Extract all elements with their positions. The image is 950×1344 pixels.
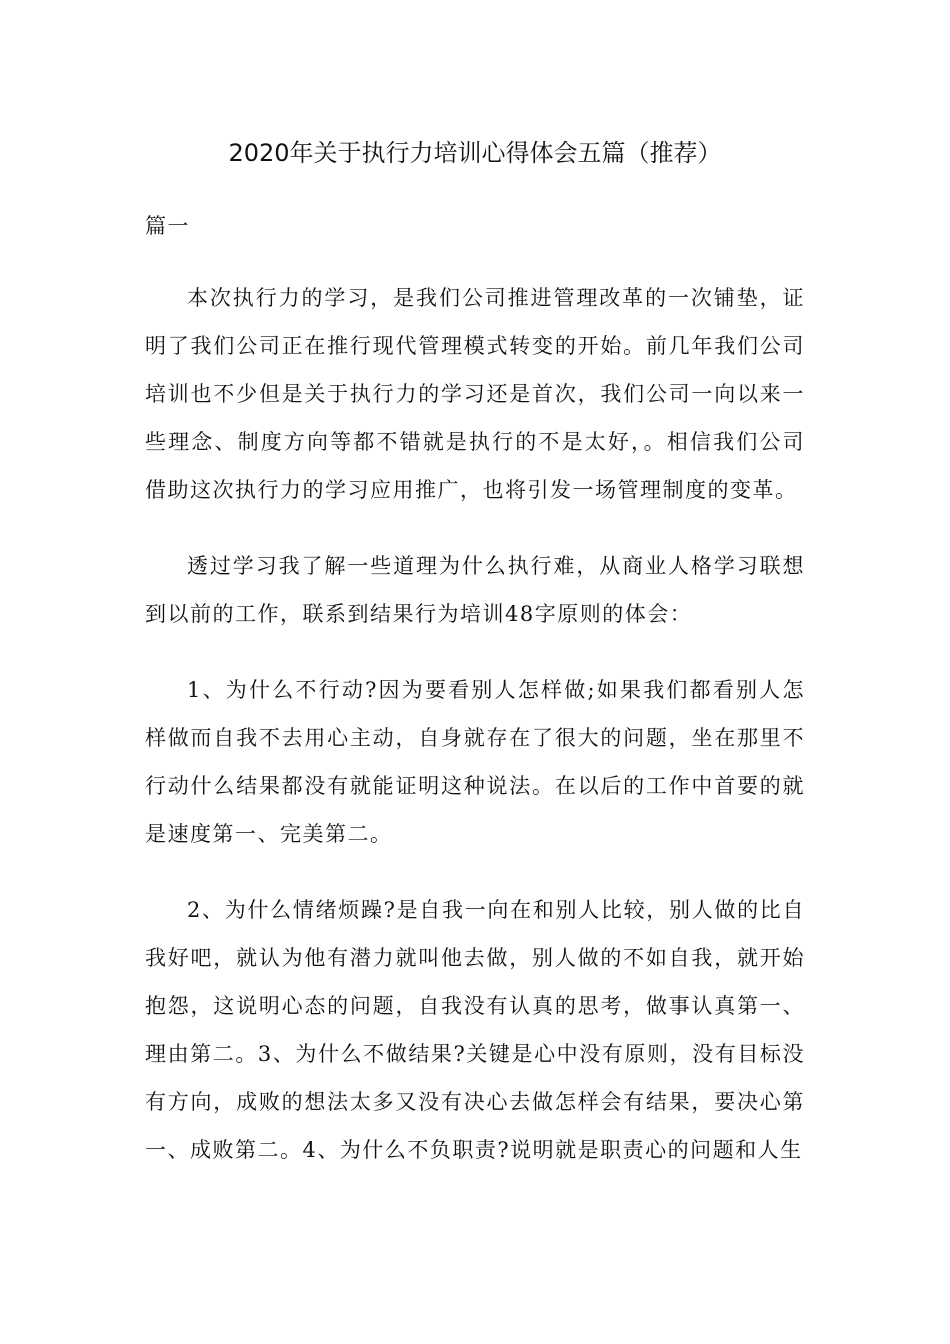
paragraph-1: 本次执行力的学习，是我们公司推进管理改革的一次铺垫，证明了我们公司正在推行现代管理模式转变的开始。前几年我们公司培训也不少但是关于执行力的学习还是首次，我们公司一向以来一些理念、制度方向等都不错就是执行的不是太好，。相信我们公司借助这次执行力的学习应用推广，也将引发一场管理制度的变革。 xyxy=(145,286,805,502)
paragraph-3: 1、为什么不行动?因为要看别人怎样做;如果我们都看别人怎样做而自我不去用心主动，自身就存在了很大的问题，坐在那里不行动什么结果都没有就能证明这种说法。在以后的工作中首要的就是速度第一、完美第二。 xyxy=(145,678,805,846)
section-label: 篇一 xyxy=(145,214,190,238)
document-title: 2020年关于执行力培训心得体会五篇（推荐） xyxy=(228,139,722,167)
paragraph-4: 2、为什么情绪烦躁?是自我一向在和别人比较，别人做的比自我好吧，就认为他有潜力就叫他去做，别人做的不如自我，就开始抱怨，这说明心态的问题，自我没有认真的思考，做事认真第一、理由第二。3、为什么不做结果?关键是心中没有原则，没有目标没有方向，成败的想法太多又没有决心去做怎样会有结果，要决心第一、成败第二。4、为什么不负职责?说明就是职责心的问题和人生 xyxy=(145,898,805,1162)
paragraph-2: 透过学习我了解一些道理为什么执行难，从商业人格学习联想到以前的工作，联系到结果行为培训48字原则的体会： xyxy=(145,554,805,626)
